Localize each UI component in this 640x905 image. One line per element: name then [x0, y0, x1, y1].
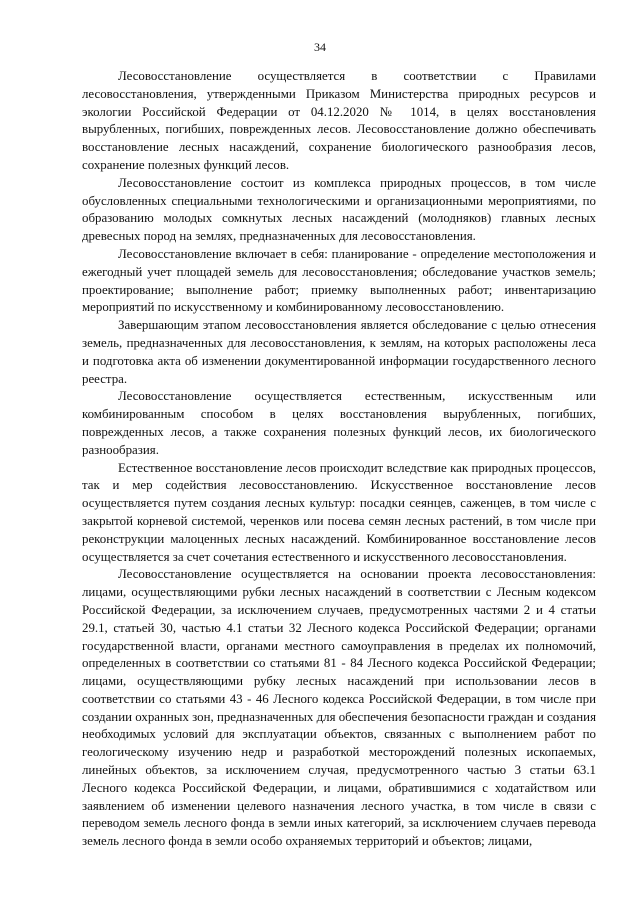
paragraph-1: Лесовосстановление осуществляется в соответствии с Правилами лесовосстановления, утвержденными Приказом Министерства природных ресурсов и экологии Российской Федерации от 04.12.2020 № 1014, в целях восстановления вырубленных, погибших, поврежденных лесов. Лесовосстановление должно обеспечивать восстановление лесных насаждений, сохранение биологического разнообразия лесов, сохранение полезных функций лесов.	[82, 69, 596, 172]
page-number: 34	[314, 40, 326, 54]
paragraph-6: Естественное восстановление лесов происходит вследствие как природных процессов, так и мер содействия лесовосстановлению. Искусственное восстановление лесов осуществляется путем создания лесных культур: посадки сеянцев, саженцев, в том числе с закрытой корневой системой, черенков или посева семян лесных растений, в том числе при реконструкции малоценных лесных насаждений. Комбинированное восстановление лесов осуществляется за счет сочетания естественного и искусственного лесовосстановления.	[82, 460, 596, 564]
paragraph-5: Лесовосстановление осуществляется естественным, искусственным или комбинированным способом в целях восстановления вырубленных, погибших, поврежденных лесов, а также сохранения полезных функций лесов, их биологического разнообразия.	[82, 389, 596, 457]
paragraph-3: Лесовосстановление включает в себя: планирование - определение местоположения и ежегодный учет площадей земель для лесовосстановления; обследование участков земель; проектирование; выполнение работ; приемку выполненных работ; инвентаризацию мероприятий по искусственному и комбинированному лесовосстановлению.	[82, 246, 596, 315]
paragraph-4: Завершающим этапом лесовосстановления является обследование с целью отнесения земель, предназначенных для лесовосстановления, к землям, на которых расположены леса и подготовка акта об изменении документированной информации государственного лесного реестра.	[82, 318, 596, 386]
paragraph-7: Лесовосстановление осуществляется на основании проекта лесовосстановления: лицами, осуществляющими рубки лесных насаждений в соответствии с Лесным кодексом Российской Федерации, за исключением случаев, предусмотренных частями 2 и 4 статьи 29.1, статьей 30, частью 4.1 статьи 32 Лесного кодекса Российской Федерации; органами государственной власти, органами местного самоуправления в пределах их полномочий, определенных в соответствии со статьями 81 - 84 Лесного кодекса Российской Федерации; лицами, осуществляющими рубку лесных насаждений при использовании лесов в соответствии со статьями 43 - 46 Лесного кодекса Российской Федерации, в том числе при создании охранных зон, предназначенных для обеспечения безопасности граждан и создания необходимых условий для эксплуатации объектов, связанных с выполнением работ по геологическому изучению недр и разработкой месторождений полезных ископаемых, линейных объектов, за исключением случая, предусмотренного частью 3 статьи 63.1 Лесного кодекса Российской Федерации, и лицами, обратившимися с ходатайством или заявлением об изменении целевого назначения лесного участка, в том числе в связи с переводом земель лесного фонда в земли иных категорий, за исключением случаев перевода земель лесного фонда в земли особо охраняемых территорий и объектов; лицами,	[82, 567, 596, 849]
document-body	[82, 68, 596, 851]
paragraph-2: Лесовосстановление состоит из комплекса природных процессов, в том числе обусловленных специальными технологическими и организационными мероприятиями, по образованию молодых сомкнутых лесных насаждений (молодняков) главных лесных древесных пород на землях, предназначенных для лесовосстановления.	[82, 175, 596, 244]
